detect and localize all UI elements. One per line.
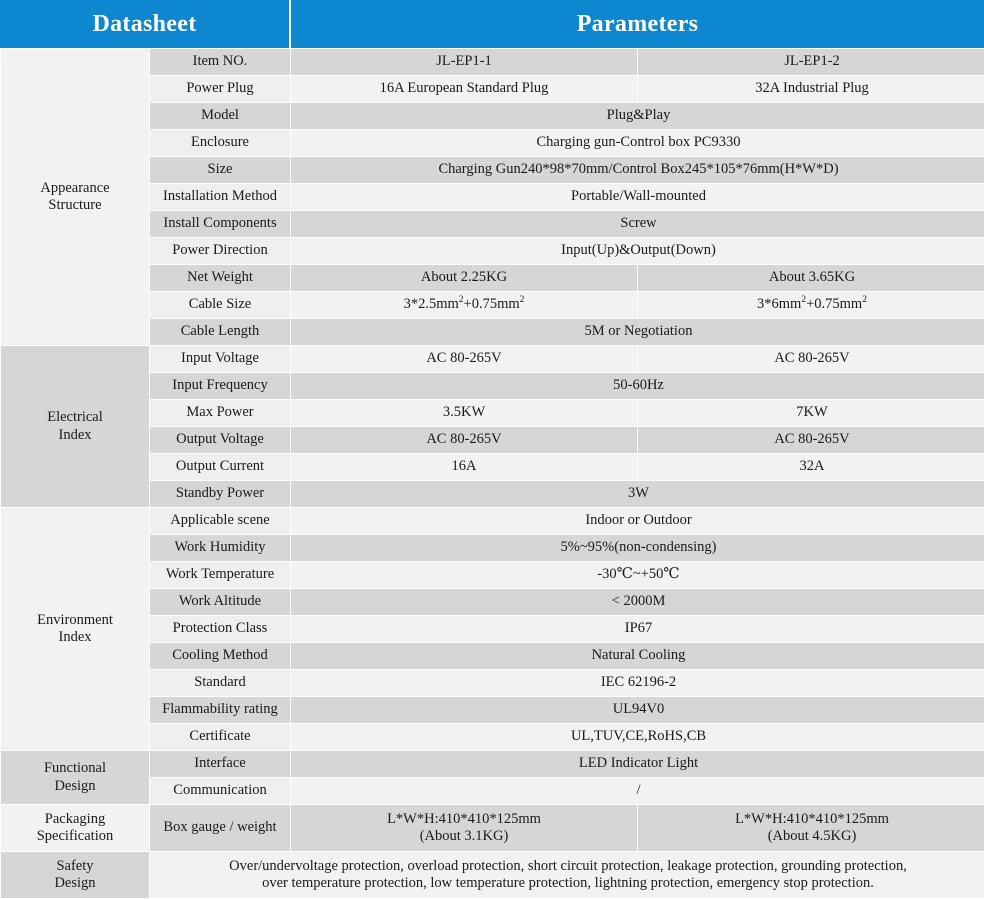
value-box-gauge-2-line1: L*W*H:410*410*125mm [735, 810, 889, 827]
value-max-power-1: 3.5KW [291, 400, 637, 426]
section-label-line1: Appearance [40, 179, 110, 196]
value-input-voltage-2: AC 80-265V [638, 346, 984, 372]
value-box-gauge-1 [291, 805, 637, 851]
param-label-net-weight: Net Weight [150, 265, 290, 291]
param-label-cable-length: Cable Length [150, 319, 290, 345]
header-parameters-title: Parameters [576, 10, 699, 37]
value-power-plug-1: 16A European Standard Plug [291, 76, 637, 102]
value-box-gauge-2 [638, 805, 984, 851]
value-power-plug-2: 32A Industrial Plug [638, 76, 984, 102]
param-label-standby-power: Standby Power [150, 481, 290, 507]
value-box-gauge-2-line2: (About 4.5KG) [767, 828, 857, 844]
param-label-input-voltage: Input Voltage [150, 346, 290, 372]
value-standard: IEC 62196-2 [291, 670, 984, 696]
section-label-line1: Safety [56, 857, 94, 874]
value-input-frequency: 50-60Hz [291, 373, 984, 399]
param-label-output-voltage: Output Voltage [150, 427, 290, 453]
value-output-current-2: 32A [638, 454, 984, 480]
section-label-electrical-index [1, 346, 149, 507]
param-label-cooling-method: Cooling Method [150, 643, 290, 669]
section-label-line1: Electrical [47, 409, 103, 426]
section-label-packaging-specification [1, 805, 149, 851]
table-row [1, 49, 984, 75]
param-label-box-gauge-weight: Box gauge / weight [150, 805, 290, 851]
param-label-interface: Interface [150, 751, 290, 777]
section-label-line2: Specification [36, 828, 114, 844]
value-safety-design [150, 852, 984, 898]
param-label-flammability-rating: Flammability rating [150, 697, 290, 723]
param-label-work-humidity: Work Humidity [150, 535, 290, 561]
table-row [1, 346, 984, 372]
section-label-line2: Index [58, 629, 92, 645]
value-box-gauge-1-line1: L*W*H:410*410*125mm [387, 810, 541, 827]
value-flammability-rating: UL94V0 [291, 697, 984, 723]
value-power-direction: Input(Up)&Output(Down) [291, 238, 984, 264]
value-item-no-1: JL-EP1-1 [291, 49, 637, 75]
value-work-altitude: < 2000M [291, 589, 984, 615]
section-label-safety-design [1, 852, 149, 898]
value-cable-size-1: $3*2.5mm^2+0.75mm^2$ [291, 292, 637, 318]
value-max-power-2: 7KW [638, 400, 984, 426]
param-label-model: Model [150, 103, 290, 129]
param-label-size: Size [150, 157, 290, 183]
section-label-line1: Functional [43, 760, 107, 777]
value-safety-line2: over temperature protection, low temperature protection, lightning protection, emergency stop protection. [262, 875, 874, 891]
table-row [1, 852, 984, 898]
param-label-communication: Communication [150, 778, 290, 804]
param-label-installation-method: Installation Method [150, 184, 290, 210]
section-label-line2: Design [54, 875, 96, 891]
spec-table [0, 48, 984, 899]
section-label-line1: Environment [37, 611, 113, 628]
value-model: Plug&Play [291, 103, 984, 129]
value-installation-method: Portable/Wall-mounted [291, 184, 984, 210]
section-label-environment-index [1, 508, 149, 750]
table-row [1, 751, 984, 777]
value-net-weight-1: About 2.25KG [291, 265, 637, 291]
value-install-components: Screw [291, 211, 984, 237]
value-cable-length: 5M or Negotiation [291, 319, 984, 345]
header-datasheet-title: Datasheet [92, 10, 197, 37]
param-label-item-no: Item NO. [150, 49, 290, 75]
value-cable-size-2: $3*6mm^2+0.75mm^2$ [638, 292, 984, 318]
value-item-no-2: JL-EP1-2 [638, 49, 984, 75]
param-label-power-plug: Power Plug [150, 76, 290, 102]
param-label-applicable-scene: Applicable scene [150, 508, 290, 534]
param-label-install-components: Install Components [150, 211, 290, 237]
table-row [1, 805, 984, 851]
section-label-appearance-structure [1, 49, 149, 345]
value-output-voltage-1: AC 80-265V [291, 427, 637, 453]
param-label-work-altitude: Work Altitude [150, 589, 290, 615]
value-certificate: UL,TUV,CE,RoHS,CB [291, 724, 984, 750]
value-protection-class: IP67 [291, 616, 984, 642]
value-size: Charging Gun240*98*70mm/Control Box245*105*76mm(H*W*D) [291, 157, 984, 183]
value-enclosure: Charging gun-Control box PC9330 [291, 130, 984, 156]
param-label-output-current: Output Current [150, 454, 290, 480]
value-standby-power: 3W [291, 481, 984, 507]
section-label-line1: Packaging [44, 810, 106, 827]
param-label-max-power: Max Power [150, 400, 290, 426]
table-header [0, 0, 984, 48]
param-label-power-direction: Power Direction [150, 238, 290, 264]
value-output-current-1: 16A [291, 454, 637, 480]
section-label-line2: Structure [48, 197, 102, 213]
value-net-weight-2: About 3.65KG [638, 265, 984, 291]
section-label-line2: Design [54, 777, 96, 794]
param-label-enclosure: Enclosure [150, 130, 290, 156]
value-input-voltage-1: AC 80-265V [291, 346, 637, 372]
value-safety-line1: Over/undervoltage protection, overload protection, short circuit protection, leakage protection, grounding protection, [229, 857, 907, 874]
table-row [1, 508, 984, 534]
value-work-humidity: 5%~95%(non-condensing) [291, 535, 984, 561]
value-communication: / [291, 778, 984, 804]
value-interface: LED Indicator Light [291, 751, 984, 777]
section-label-line2: Index [58, 426, 92, 443]
value-box-gauge-1-line2: (About 3.1KG) [419, 828, 509, 844]
value-output-voltage-2: AC 80-265V [638, 427, 984, 453]
param-label-certificate: Certificate [150, 724, 290, 750]
value-work-temperature: -30℃~+50℃ [291, 562, 984, 588]
value-cooling-method: Natural Cooling [291, 643, 984, 669]
value-applicable-scene: Indoor or Outdoor [291, 508, 984, 534]
param-label-cable-size: Cable Size [150, 292, 290, 318]
param-label-protection-class: Protection Class [150, 616, 290, 642]
param-label-input-frequency: Input Frequency [150, 373, 290, 399]
param-label-standard: Standard [150, 670, 290, 696]
param-label-work-temperature: Work Temperature [150, 562, 290, 588]
section-label-functional-design [1, 751, 149, 804]
